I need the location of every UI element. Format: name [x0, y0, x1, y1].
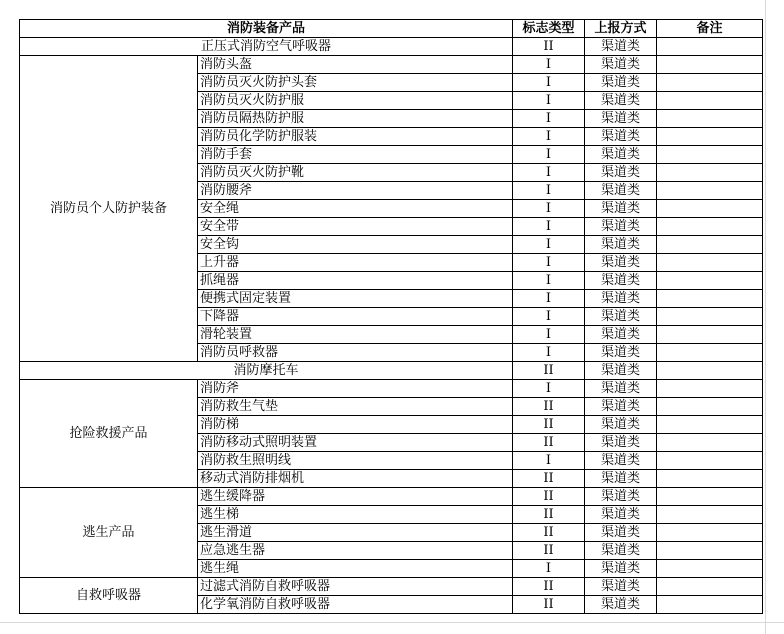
item-cell[interactable]: 消防梯 — [198, 416, 513, 434]
item-cell[interactable]: 消防移动式照明装置 — [198, 434, 513, 452]
table-row — [20, 56, 763, 74]
report-cell[interactable]: 渠道类 — [585, 92, 657, 110]
table-row — [20, 38, 763, 56]
remark-cell[interactable] — [657, 488, 763, 506]
mark-cell[interactable]: I — [513, 380, 585, 398]
remark-cell[interactable] — [657, 218, 763, 236]
item-cell[interactable]: 消防员灭火防护服 — [198, 92, 513, 110]
report-cell[interactable]: 渠道类 — [585, 596, 657, 614]
mark-cell[interactable]: II — [513, 362, 585, 380]
item-cell[interactable]: 消防员呼救器 — [198, 344, 513, 362]
report-cell[interactable]: 渠道类 — [585, 164, 657, 182]
mark-cell[interactable]: II — [513, 398, 585, 416]
report-cell[interactable]: 渠道类 — [585, 560, 657, 578]
group-cell[interactable]: 自救呼吸器 — [20, 578, 198, 614]
remark-cell[interactable] — [657, 164, 763, 182]
mark-cell[interactable]: I — [513, 236, 585, 254]
report-cell[interactable]: 渠道类 — [585, 434, 657, 452]
item-cell[interactable]: 安全带 — [198, 218, 513, 236]
mark-cell[interactable]: I — [513, 218, 585, 236]
remark-cell[interactable] — [657, 56, 763, 74]
report-cell[interactable]: 渠道类 — [585, 524, 657, 542]
sheet-frame-bottom — [0, 622, 784, 623]
remark-cell[interactable] — [657, 506, 763, 524]
mark-cell[interactable]: I — [513, 200, 585, 218]
item-cell[interactable]: 逃生绳 — [198, 560, 513, 578]
item-cell[interactable]: 消防员隔热防护服 — [198, 110, 513, 128]
item-cell[interactable]: 移动式消防排烟机 — [198, 470, 513, 488]
report-cell[interactable]: 渠道类 — [585, 506, 657, 524]
item-cell[interactable]: 消防手套 — [198, 146, 513, 164]
remark-cell[interactable] — [657, 434, 763, 452]
item-cell[interactable]: 消防救生气垫 — [198, 398, 513, 416]
mark-cell[interactable]: II — [513, 470, 585, 488]
mark-cell[interactable]: I — [513, 290, 585, 308]
table-row — [20, 488, 763, 506]
mark-cell[interactable]: I — [513, 254, 585, 272]
remark-cell[interactable] — [657, 542, 763, 560]
item-cell[interactable]: 安全绳 — [198, 200, 513, 218]
mark-cell[interactable]: II — [513, 416, 585, 434]
remark-cell[interactable] — [657, 524, 763, 542]
mark-cell[interactable]: I — [513, 164, 585, 182]
mark-cell[interactable]: II — [513, 596, 585, 614]
item-cell[interactable]: 消防员化学防护服装 — [198, 128, 513, 146]
report-cell[interactable]: 渠道类 — [585, 488, 657, 506]
header-report-method[interactable]: 上报方式 — [585, 20, 657, 38]
mark-cell[interactable]: I — [513, 92, 585, 110]
header-product[interactable]: 消防装备产品 — [20, 20, 513, 38]
report-cell[interactable]: 渠道类 — [585, 74, 657, 92]
remark-cell[interactable] — [657, 182, 763, 200]
report-cell[interactable]: 渠道类 — [585, 182, 657, 200]
item-cell[interactable]: 滑轮装置 — [198, 326, 513, 344]
report-cell[interactable]: 渠道类 — [585, 38, 657, 56]
mark-cell[interactable]: II — [513, 488, 585, 506]
remark-cell[interactable] — [657, 416, 763, 434]
header-row — [20, 20, 763, 38]
report-cell[interactable]: 渠道类 — [585, 542, 657, 560]
mark-cell[interactable]: I — [513, 128, 585, 146]
group-cell[interactable]: 消防员个人防护装备 — [20, 56, 198, 362]
item-cell[interactable]: 化学氧消防自救呼吸器 — [198, 596, 513, 614]
item-cell[interactable]: 上升器 — [198, 254, 513, 272]
report-cell[interactable]: 渠道类 — [585, 200, 657, 218]
report-cell[interactable]: 渠道类 — [585, 218, 657, 236]
report-cell[interactable]: 渠道类 — [585, 344, 657, 362]
item-cell[interactable]: 安全钩 — [198, 236, 513, 254]
remark-cell[interactable] — [657, 362, 763, 380]
remark-cell[interactable] — [657, 560, 763, 578]
report-cell[interactable]: 渠道类 — [585, 326, 657, 344]
report-cell[interactable]: 渠道类 — [585, 452, 657, 470]
report-cell[interactable]: 渠道类 — [585, 56, 657, 74]
mark-cell[interactable]: I — [513, 452, 585, 470]
report-cell[interactable]: 渠道类 — [585, 236, 657, 254]
item-cell[interactable]: 消防摩托车 — [20, 362, 513, 380]
mark-cell[interactable]: I — [513, 272, 585, 290]
report-cell[interactable]: 渠道类 — [585, 272, 657, 290]
item-cell[interactable]: 便携式固定装置 — [198, 290, 513, 308]
report-cell[interactable]: 渠道类 — [585, 128, 657, 146]
mark-cell[interactable]: I — [513, 146, 585, 164]
mark-cell[interactable]: I — [513, 326, 585, 344]
item-cell[interactable]: 逃生滑道 — [198, 524, 513, 542]
equipment-table — [19, 19, 763, 614]
item-cell[interactable]: 消防员灭火防护头套 — [198, 74, 513, 92]
remark-cell[interactable] — [657, 344, 763, 362]
remark-cell[interactable] — [657, 200, 763, 218]
mark-cell[interactable]: II — [513, 38, 585, 56]
remark-cell[interactable] — [657, 146, 763, 164]
report-cell[interactable]: 渠道类 — [585, 398, 657, 416]
report-cell[interactable]: 渠道类 — [585, 308, 657, 326]
remark-cell[interactable] — [657, 236, 763, 254]
report-cell[interactable]: 渠道类 — [585, 290, 657, 308]
item-cell[interactable]: 消防头盔 — [198, 56, 513, 74]
report-cell[interactable]: 渠道类 — [585, 146, 657, 164]
remark-cell[interactable] — [657, 596, 763, 614]
remark-cell[interactable] — [657, 326, 763, 344]
remark-cell[interactable] — [657, 470, 763, 488]
group-cell[interactable]: 逃生产品 — [20, 488, 198, 578]
report-cell[interactable]: 渠道类 — [585, 110, 657, 128]
remark-cell[interactable] — [657, 272, 763, 290]
remark-cell[interactable] — [657, 290, 763, 308]
table-row — [20, 362, 763, 380]
item-cell[interactable]: 消防员灭火防护靴 — [198, 164, 513, 182]
item-cell[interactable]: 抓绳器 — [198, 272, 513, 290]
mark-cell[interactable]: II — [513, 506, 585, 524]
report-cell[interactable]: 渠道类 — [585, 380, 657, 398]
table-row — [20, 578, 763, 596]
report-cell[interactable]: 渠道类 — [585, 578, 657, 596]
mark-cell[interactable]: I — [513, 74, 585, 92]
group-cell[interactable]: 抢险救援产品 — [20, 380, 198, 488]
report-cell[interactable]: 渠道类 — [585, 416, 657, 434]
table-row — [20, 380, 763, 398]
item-cell[interactable]: 过滤式消防自救呼吸器 — [198, 578, 513, 596]
mark-cell[interactable]: I — [513, 182, 585, 200]
item-cell[interactable]: 应急逃生器 — [198, 542, 513, 560]
remark-cell[interactable] — [657, 398, 763, 416]
item-cell[interactable]: 逃生梯 — [198, 506, 513, 524]
remark-cell[interactable] — [657, 128, 763, 146]
header-mark-type[interactable]: 标志类型 — [513, 20, 585, 38]
remark-cell[interactable] — [657, 38, 763, 56]
remark-cell[interactable] — [657, 578, 763, 596]
remark-cell[interactable] — [657, 74, 763, 92]
mark-cell[interactable]: I — [513, 110, 585, 128]
mark-cell[interactable]: I — [513, 560, 585, 578]
remark-cell[interactable] — [657, 452, 763, 470]
mark-cell[interactable]: I — [513, 344, 585, 362]
remark-cell[interactable] — [657, 254, 763, 272]
mark-cell[interactable]: I — [513, 308, 585, 326]
report-cell[interactable]: 渠道类 — [585, 470, 657, 488]
item-cell[interactable]: 消防救生照明线 — [198, 452, 513, 470]
remark-cell[interactable] — [657, 380, 763, 398]
report-cell[interactable]: 渠道类 — [585, 362, 657, 380]
item-cell[interactable]: 下降器 — [198, 308, 513, 326]
remark-cell[interactable] — [657, 110, 763, 128]
mark-cell[interactable]: II — [513, 578, 585, 596]
item-cell[interactable]: 消防腰斧 — [198, 182, 513, 200]
report-cell[interactable]: 渠道类 — [585, 254, 657, 272]
item-cell[interactable]: 消防斧 — [198, 380, 513, 398]
remark-cell[interactable] — [657, 308, 763, 326]
item-cell[interactable]: 逃生缓降器 — [198, 488, 513, 506]
sheet-frame-right — [765, 0, 766, 634]
mark-cell[interactable]: II — [513, 524, 585, 542]
mark-cell[interactable]: I — [513, 56, 585, 74]
remark-cell[interactable] — [657, 92, 763, 110]
item-cell[interactable]: 正压式消防空气呼吸器 — [20, 38, 513, 56]
mark-cell[interactable]: II — [513, 542, 585, 560]
mark-cell[interactable]: II — [513, 434, 585, 452]
header-remark[interactable]: 备注 — [657, 20, 763, 38]
